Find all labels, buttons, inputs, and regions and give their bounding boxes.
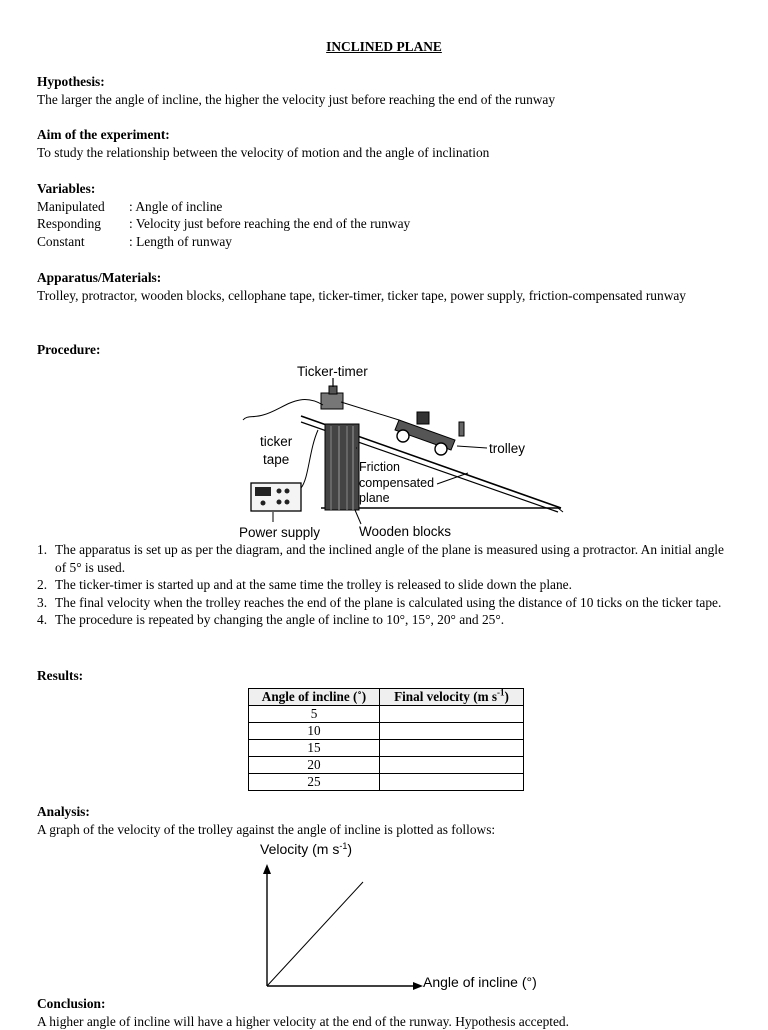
apparatus-diagram: [203, 360, 573, 542]
velocity-angle-graph: [255, 838, 555, 993]
table-header-row: [249, 689, 524, 706]
angle-cell: 10: [249, 723, 380, 740]
wooden-blocks: [325, 424, 359, 510]
label-trolley: trolley: [489, 441, 525, 456]
conclusion-section: [37, 995, 737, 1030]
col-angle-header: Angle of incline (˚): [249, 689, 380, 706]
col-velocity-header-text: Final velocity (m s: [394, 689, 497, 704]
table-row: [249, 774, 524, 791]
step-text: The procedure is repeated by changing the angle of incline to 10°, 15°, 20° and 25°.: [55, 611, 504, 629]
y-axis-label-text: Velocity (m s: [260, 841, 339, 857]
velocity-cell: [380, 774, 524, 791]
analysis-section: [37, 803, 737, 838]
procedure-step: [37, 594, 737, 612]
label-friction-line1: Friction: [359, 460, 400, 474]
aim-heading: Aim of the experiment:: [37, 126, 737, 144]
label-ticker-tape-line2: tape: [263, 452, 289, 467]
velocity-cell: [380, 757, 524, 774]
procedure-steps: [37, 541, 737, 629]
variable-value: : Angle of incline: [129, 198, 222, 216]
y-axis-label: [260, 841, 352, 857]
y-axis-label-sup: -1: [339, 841, 347, 851]
procedure-step: [37, 541, 737, 576]
variables-section: [37, 180, 737, 250]
angle-cell: 15: [249, 740, 380, 757]
variable-key: Constant: [37, 233, 129, 251]
label-wooden-blocks: Wooden blocks: [359, 524, 451, 539]
velocity-cell: [380, 706, 524, 723]
step-text: The final velocity when the trolley reaches the end of the plane is calculated using the distance of 10 ticks on the ticker tape.: [55, 594, 721, 612]
label-power-supply: Power supply: [239, 525, 320, 540]
variable-key: Responding: [37, 215, 129, 233]
velocity-cell: [380, 740, 524, 757]
page-title: INCLINED PLANE: [37, 38, 731, 56]
ticker-timer: [321, 378, 343, 409]
ticker-tape-line: [341, 402, 399, 420]
results-heading-block: [37, 667, 737, 685]
table-row: [249, 757, 524, 774]
col-velocity-header: [380, 689, 524, 706]
ticker-tape-loose: [243, 400, 323, 420]
variable-row-responding: [37, 215, 737, 233]
results-table: [248, 688, 524, 791]
conclusion-heading: Conclusion:: [37, 995, 737, 1013]
procedure-step: [37, 611, 737, 629]
step-number: 4.: [37, 611, 55, 629]
procedure-step: [37, 576, 737, 594]
variable-key: Manipulated: [37, 198, 129, 216]
label-ticker-timer: Ticker-timer: [297, 364, 368, 379]
apparatus-text: Trolley, protractor, wooden blocks, cellophane tape, ticker-timer, ticker tape, power supply, friction-compensated runway: [37, 287, 737, 305]
x-axis-arrow: [413, 982, 423, 990]
apparatus-section: [37, 269, 737, 304]
col-velocity-header-end: ): [505, 689, 509, 704]
variable-value: : Velocity just before reaching the end of the runway: [129, 215, 410, 233]
table-row: [249, 723, 524, 740]
aim-section: [37, 126, 737, 161]
col-velocity-header-sup: -1: [497, 688, 505, 698]
step-text: The ticker-timer is started up and at the same time the trolley is released to slide down the plane.: [55, 576, 572, 594]
variables-heading: Variables:: [37, 180, 737, 198]
y-axis-arrow: [263, 864, 271, 874]
table-row: [249, 706, 524, 723]
procedure-heading-block: [37, 341, 737, 359]
trolley: [395, 412, 464, 455]
variable-row-manipulated: [37, 198, 737, 216]
results-heading: Results:: [37, 667, 737, 685]
y-axis-label-end: ): [347, 841, 352, 857]
label-ticker-tape-line1: ticker: [260, 434, 293, 449]
step-number: 2.: [37, 576, 55, 594]
aim-text: To study the relationship between the velocity of motion and the angle of inclination: [37, 144, 737, 162]
angle-cell: 5: [249, 706, 380, 723]
label-friction-line2: compensated: [359, 476, 434, 490]
step-text: The apparatus is set up as per the diagram, and the inclined angle of the plane is measured using a protractor. An initial angle of 5° is used.: [55, 541, 737, 576]
velocity-cell: [380, 723, 524, 740]
angle-cell: 25: [249, 774, 380, 791]
conclusion-text: A higher angle of incline will have a higher velocity at the end of the runway. Hypothesis accepted.: [37, 1013, 737, 1030]
procedure-heading: Procedure:: [37, 341, 737, 359]
analysis-text: A graph of the velocity of the trolley against the angle of incline is plotted as follows:: [37, 821, 737, 839]
step-number: 3.: [37, 594, 55, 612]
step-number: 1.: [37, 541, 55, 576]
hypothesis-heading: Hypothesis:: [37, 73, 737, 91]
analysis-heading: Analysis:: [37, 803, 737, 821]
trend-line: [267, 882, 363, 986]
apparatus-heading: Apparatus/Materials:: [37, 269, 737, 287]
angle-cell: 20: [249, 757, 380, 774]
label-friction-line3: plane: [359, 491, 390, 505]
hypothesis-text: The larger the angle of incline, the higher the velocity just before reaching the end of the runway: [37, 91, 737, 109]
x-axis-label: Angle of incline (°): [423, 974, 537, 990]
hypothesis-section: [37, 73, 737, 108]
variable-row-constant: [37, 233, 737, 251]
table-row: [249, 740, 524, 757]
variable-value: : Length of runway: [129, 233, 232, 251]
